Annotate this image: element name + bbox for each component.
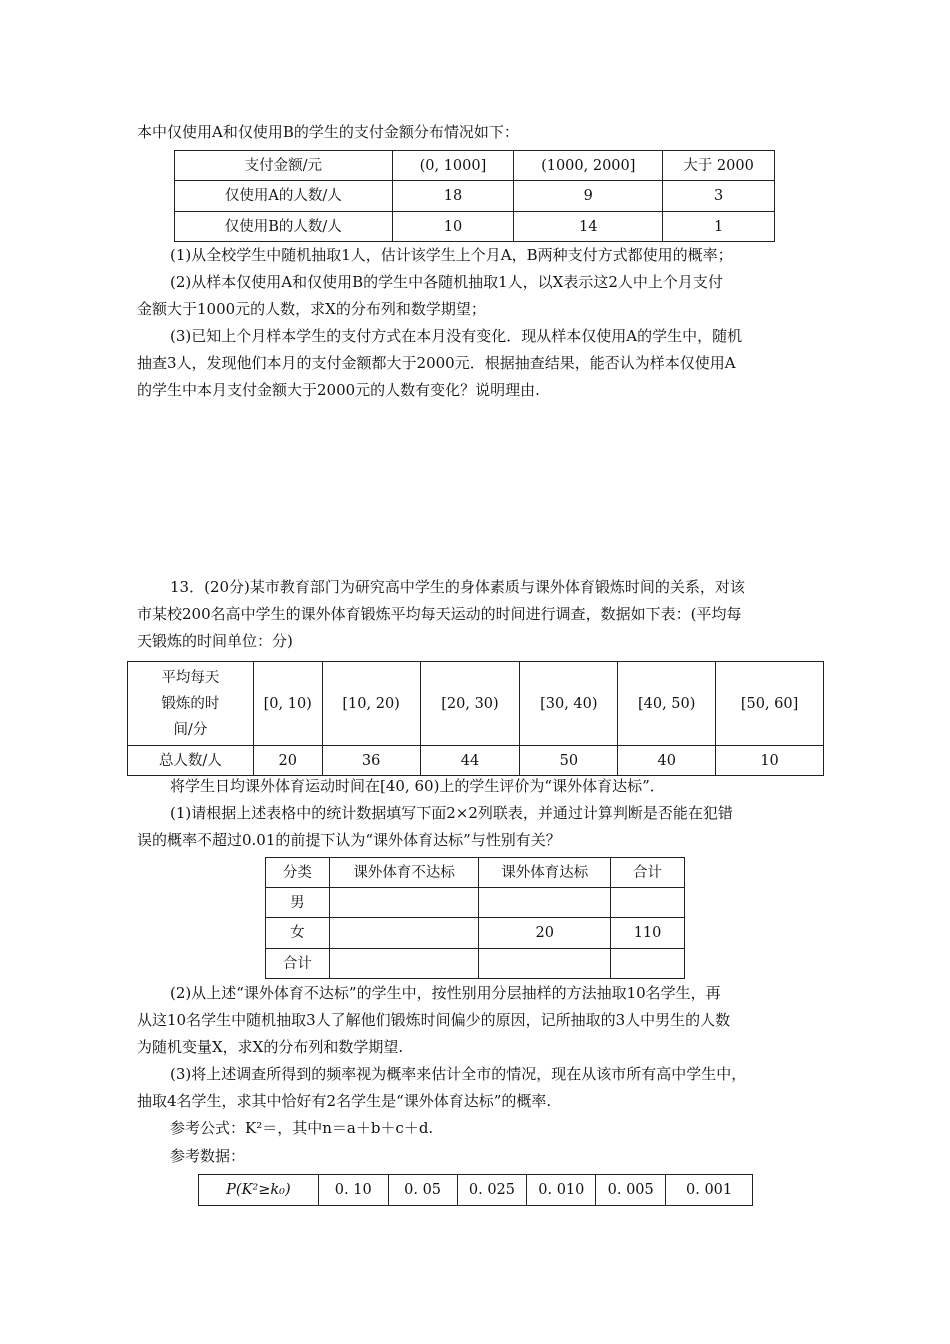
time-header-line: 锻炼的时 — [161, 695, 220, 712]
q12-part2-line1: (2)从样本仅使用A和仅使用B的学生中各随机抽取1人，以X表示这2人中上个月支付 — [170, 273, 723, 291]
table-header: 课外体育不达标 — [329, 858, 479, 888]
q12-part2-line2: 金额大于1000元的人数，求X的分布列和数学期望； — [137, 300, 486, 318]
table-cell: 女 — [266, 918, 330, 949]
table-cell: 1 — [663, 212, 775, 242]
table-cell: 仅使用B的人数/人 — [175, 212, 393, 242]
q13-stem-line2: 市某校200名高中学生的课外体育锻炼平均每天运动的时间进行调查，数据如下表：(平均每 — [137, 605, 742, 623]
count-cell: 40 — [618, 746, 716, 776]
table-header: 合计 — [611, 858, 685, 888]
intro-text: 本中仅使用A和仅使用B的学生的支付金额分布情况如下： — [137, 123, 519, 141]
table-cell: 10 — [392, 212, 514, 242]
probability-value: 0. 010 — [527, 1175, 596, 1206]
probability-value: 0. 025 — [457, 1175, 527, 1206]
table-cell: 9 — [514, 181, 663, 212]
q13-note: 将学生日均课外体育运动时间在[40, 60)上的学生评价为“课外体育达标”． — [170, 777, 665, 795]
q12-part1: (1)从全校学生中随机抽取1人，估计该学生上个月A，B两种支付方式都使用的概率； — [170, 246, 733, 264]
q12-part3-line2: 抽查3人，发现他们本月的支付金额都大于2000元．根据抽查结果，能否认为样本仅使用A — [137, 354, 736, 372]
interval-header: [50, 60] — [716, 662, 824, 746]
table-cell — [329, 918, 479, 949]
q13-part3-line2: 抽取4名学生，求其中恰好有2名学生是“课外体育达标”的概率. — [137, 1092, 552, 1110]
table-cell: 3 — [663, 181, 775, 212]
q13-part2-line2: 从这10名学生中随机抽取3人了解他们锻炼时间偏少的原因，记所抽取的3人中男生的人数 — [137, 1011, 731, 1029]
probability-label: P(K²≥k₀) — [199, 1175, 319, 1206]
interval-header: [30, 40) — [520, 662, 618, 746]
q12-part3-line1: (3)已知上个月样本学生的支付方式在本月没有变化．现从样本仅使用A的学生中，随机 — [170, 327, 743, 345]
table-cell — [329, 949, 479, 979]
q13-part2-line1: (2)从上述“课外体育不达标”的学生中，按性别用分层抽样的方法抽取10名学生，再 — [170, 984, 721, 1002]
interval-header: [10, 20) — [322, 662, 420, 746]
table-header: 大于 2000 — [663, 151, 775, 181]
table-cell — [611, 888, 685, 918]
table-cell: 合计 — [266, 949, 330, 979]
q12-part3-line3: 的学生中本月支付金额大于2000元的人数有变化？说明理由. — [137, 381, 540, 399]
table-cell: 110 — [611, 918, 685, 949]
table-cell: 仅使用A的人数/人 — [175, 181, 393, 212]
payment-table — [174, 150, 775, 242]
table-cell: 18 — [392, 181, 514, 212]
table-header: 分类 — [266, 858, 330, 888]
table-header: (0, 1000] — [392, 151, 514, 181]
reference-formula: 参考公式：K²＝，其中n＝a＋b＋c＋d. — [170, 1119, 434, 1137]
time-header-cell — [128, 662, 254, 746]
time-header-line: 间/分 — [173, 721, 208, 738]
contingency-table — [265, 857, 685, 979]
interval-header: [40, 50) — [618, 662, 716, 746]
time-header-line: 平均每天 — [161, 669, 220, 686]
q13-part1-line1: (1)请根据上述表格中的统计数据填写下面2×2列联表，并通过计算判断是否能在犯错 — [170, 804, 733, 822]
count-cell: 44 — [420, 746, 520, 776]
table-cell — [479, 949, 611, 979]
table-cell: 14 — [514, 212, 663, 242]
table-cell — [479, 888, 611, 918]
count-label: 总人数/人 — [128, 746, 254, 776]
table-cell — [611, 949, 685, 979]
reference-data-label: 参考数据： — [170, 1147, 246, 1165]
interval-header: [0, 10) — [253, 662, 322, 746]
probability-value: 0. 001 — [666, 1175, 753, 1206]
probability-value: 0. 005 — [596, 1175, 666, 1206]
critical-value-table — [198, 1174, 753, 1206]
q13-part3-line1: (3)将上述调查所得到的频率视为概率来估计全市的情况，现在从该市所有高中学生中， — [170, 1065, 747, 1083]
exercise-time-table — [127, 661, 824, 776]
table-header: 课外体育达标 — [479, 858, 611, 888]
probability-value: 0. 10 — [318, 1175, 388, 1206]
count-cell: 10 — [716, 746, 824, 776]
q13-part1-line2: 误的概率不超过0.01的前提下认为“课外体育达标”与性别有关？ — [137, 831, 561, 849]
table-cell — [329, 888, 479, 918]
count-cell: 50 — [520, 746, 618, 776]
table-cell: 男 — [266, 888, 330, 918]
count-cell: 20 — [253, 746, 322, 776]
interval-header: [20, 30) — [420, 662, 520, 746]
count-cell: 36 — [322, 746, 420, 776]
q13-part2-line3: 为随机变量X，求X的分布列和数学期望. — [137, 1038, 404, 1056]
table-cell: 20 — [479, 918, 611, 949]
probability-value: 0. 05 — [388, 1175, 457, 1206]
table-header: 支付金额/元 — [175, 151, 393, 181]
table-header: (1000, 2000] — [514, 151, 663, 181]
q13-stem-line3: 天锻炼的时间单位：分) — [137, 632, 293, 650]
q13-stem-line1: 13．(20分)某市教育部门为研究高中学生的身体素质与课外体育锻炼时间的关系，对该 — [170, 578, 745, 596]
